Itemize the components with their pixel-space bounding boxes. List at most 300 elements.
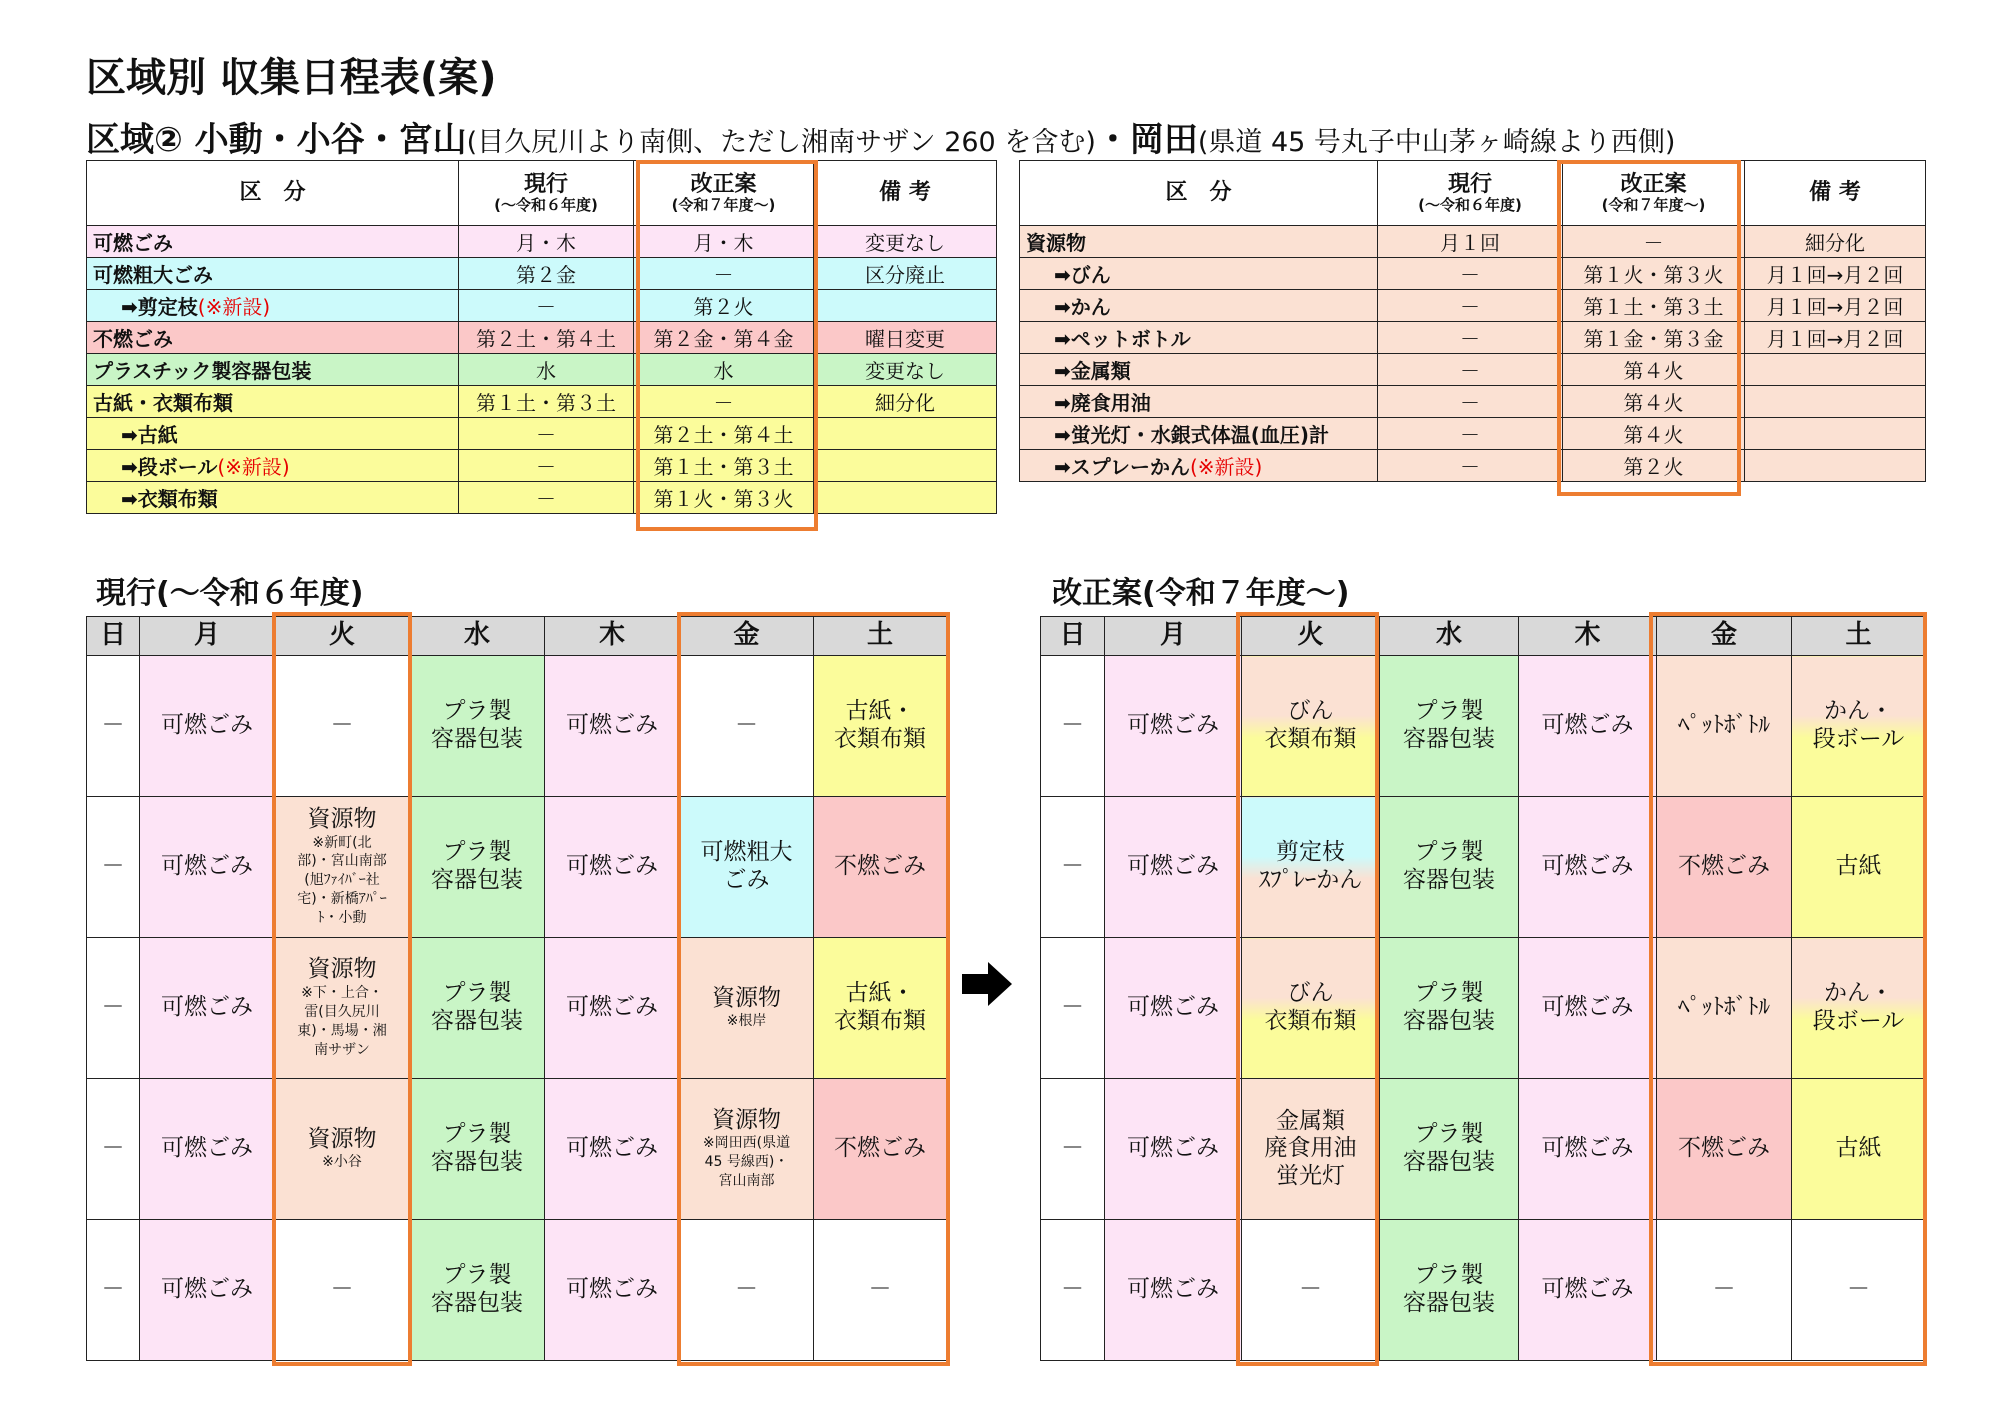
calendar-item: 可燃ごみ: [1127, 1276, 1219, 1303]
remarks: [814, 418, 997, 450]
calendar-item: －: [1061, 712, 1084, 739]
current-schedule: －: [1378, 418, 1563, 450]
calendar-cell: [1519, 1079, 1657, 1220]
calendar-item: 可燃ごみ: [1541, 994, 1634, 1021]
weekday-header: 木: [1519, 617, 1657, 656]
area-subtitle: [86, 112, 1675, 161]
category-row: [87, 354, 997, 386]
category-row: [87, 226, 997, 258]
category-name: ➡金属類: [1054, 359, 1131, 383]
category-name-cell: [87, 290, 459, 322]
calendar-item: 可燃ごみ: [1127, 712, 1219, 739]
calendar-item: 可燃ごみ: [566, 853, 658, 880]
calendar-cell: [680, 1220, 814, 1361]
category-name-cell: [1020, 386, 1378, 418]
calendar-item: 可燃ごみ: [1541, 1135, 1634, 1162]
calendar-cell: [1657, 1079, 1792, 1220]
calendar-cell: [1105, 1220, 1242, 1361]
calendar-cell: [814, 656, 947, 797]
current-schedule: －: [459, 418, 634, 450]
calendar-item: かん・ 段ボール: [1812, 980, 1905, 1034]
current-schedule: 第１土・第３土: [459, 386, 634, 418]
calendar-item: 可燃粗大 ごみ: [700, 839, 793, 893]
calendar-cell: [545, 938, 680, 1079]
calendar-cell: [545, 1220, 680, 1361]
proposed-schedule: 水: [634, 354, 814, 386]
weekday-header: 日: [1041, 617, 1105, 656]
header-kubun: 区 分: [87, 161, 459, 226]
calendar-cell: [1105, 1079, 1242, 1220]
calendar-item: 可燃ごみ: [566, 994, 658, 1021]
category-header-row: [1020, 161, 1926, 226]
calendar-item: －: [330, 712, 354, 739]
category-name-cell: [87, 386, 459, 418]
category-name-cell: [87, 418, 459, 450]
calendar-cell: [1792, 656, 1926, 797]
calendar-item: －: [1061, 994, 1084, 1021]
calendar-cell: [1242, 1079, 1380, 1220]
calendar-item: 金属類 廃食用油 蛍光灯: [1264, 1107, 1357, 1189]
category-name: ➡びん: [1054, 263, 1111, 287]
calendar-item: プラ製 容器包装: [431, 980, 523, 1034]
category-row: [87, 482, 997, 514]
category-name: ➡剪定枝: [121, 295, 198, 319]
proposed-schedule: －: [634, 386, 814, 418]
calendar-cell: [275, 1079, 410, 1220]
category-name-cell: [87, 322, 459, 354]
weekday-header: 水: [410, 617, 545, 656]
weekday-header-row: [87, 617, 947, 656]
category-row: [87, 322, 997, 354]
category-name: ➡かん: [1054, 295, 1111, 319]
category-name: ➡廃食用油: [1054, 391, 1151, 415]
category-name-cell: [87, 258, 459, 290]
weekday-header: 木: [545, 617, 680, 656]
calendar-cell: [410, 1079, 545, 1220]
category-name: ➡段ボール: [121, 455, 218, 479]
category-name-cell: [87, 482, 459, 514]
calendar-cell: [545, 656, 680, 797]
calendar-cell: [1041, 1079, 1105, 1220]
calendar-item: ﾍﾟｯﾄﾎﾞﾄﾙ: [1678, 994, 1770, 1021]
proposed-schedule: 第１火・第３火: [1563, 258, 1745, 290]
calendar-note: ※岡田西(県道 45 号線西)・ 宮山南部: [702, 1135, 791, 1190]
calendar-cell: [545, 797, 680, 938]
calendar-cell: [140, 938, 275, 1079]
category-table-left: [86, 160, 997, 514]
new-category-tag: (※新設): [1189, 455, 1263, 479]
week-row: [87, 938, 947, 1079]
current-calendar-label: 現行(～令和６年度): [96, 576, 364, 611]
weekday-header: 水: [1380, 617, 1519, 656]
current-schedule: －: [1378, 354, 1563, 386]
header-proposed: [634, 161, 814, 226]
calendar-cell: [140, 797, 275, 938]
proposed-schedule: 月・木: [634, 226, 814, 258]
calendar-item: 可燃ごみ: [1127, 994, 1219, 1021]
remarks: 変更なし: [814, 354, 997, 386]
remarks: 月１回→月２回: [1745, 322, 1926, 354]
calendar-item: －: [1712, 1276, 1736, 1303]
calendar-cell: [1519, 797, 1657, 938]
calendar-cell: [1792, 1079, 1926, 1220]
calendar-cell: [87, 656, 140, 797]
category-name-cell: [1020, 450, 1378, 482]
calendar-cell: [680, 938, 814, 1079]
calendar-cell: [87, 1079, 140, 1220]
header-current-label: 現行: [523, 171, 568, 197]
calendar-cell: [1519, 1220, 1657, 1361]
proposed-calendar: [1040, 616, 1926, 1361]
calendar-item: 可燃ごみ: [161, 1276, 253, 1303]
calendar-item: プラ製 容器包装: [1403, 1262, 1495, 1316]
calendar-item: 剪定枝 ｽﾌﾟﾚｰかん: [1258, 839, 1363, 893]
calendar-cell: [1380, 1079, 1519, 1220]
calendar-cell: [410, 797, 545, 938]
category-row: [87, 418, 997, 450]
calendar-item: 古紙: [1835, 853, 1882, 880]
category-name-cell: [1020, 258, 1378, 290]
calendar-item: ﾍﾟｯﾄﾎﾞﾄﾙ: [1678, 712, 1770, 739]
calendar-note: ※小谷: [322, 1154, 362, 1171]
category-name-cell: [1020, 354, 1378, 386]
calendar-cell: [1380, 656, 1519, 797]
category-row: [1020, 354, 1926, 386]
current-calendar: [86, 616, 947, 1361]
calendar-item: －: [101, 1135, 125, 1162]
category-name-cell: [87, 354, 459, 386]
proposed-schedule: 第２火: [634, 290, 814, 322]
calendar-item: プラ製 容器包装: [431, 839, 523, 893]
calendar-cell: [87, 938, 140, 1079]
remarks: [814, 290, 997, 322]
current-schedule: －: [459, 290, 634, 322]
current-schedule: 月・木: [459, 226, 634, 258]
calendar-cell: [275, 656, 410, 797]
category-name-cell: [1020, 418, 1378, 450]
calendar-cell: [1041, 938, 1105, 1079]
calendar-cell: [275, 1220, 410, 1361]
header-proposed: [1563, 161, 1745, 226]
category-name-cell: [1020, 226, 1378, 258]
proposed-schedule: 第４火: [1563, 418, 1745, 450]
calendar-cell: [1519, 938, 1657, 1079]
week-row: [1041, 1220, 1926, 1361]
calendar-item: びん 衣類布類: [1264, 980, 1357, 1034]
weekday-header-row: [1041, 617, 1926, 656]
calendar-item: 可燃ごみ: [1127, 853, 1219, 880]
calendar-item: －: [735, 712, 758, 739]
calendar-cell: [140, 1220, 275, 1361]
calendar-cell: [275, 797, 410, 938]
calendar-cell: [680, 656, 814, 797]
weekday-header: 月: [140, 617, 275, 656]
calendar-item: 資源物: [307, 1125, 377, 1152]
calendar-cell: [1657, 656, 1792, 797]
category-name-cell: [1020, 290, 1378, 322]
category-header-row: [87, 161, 997, 226]
calendar-item: 古紙: [1835, 1135, 1882, 1162]
calendar-cell: [1242, 656, 1380, 797]
calendar-item: －: [1061, 1276, 1084, 1303]
weekday-header: 土: [814, 617, 947, 656]
weekday-header: 火: [1242, 617, 1380, 656]
category-row: [87, 290, 997, 322]
weekday-header: 金: [680, 617, 814, 656]
category-row: [1020, 386, 1926, 418]
proposed-schedule: 第４火: [1563, 354, 1745, 386]
current-schedule: －: [1378, 290, 1563, 322]
calendar-cell: [680, 1079, 814, 1220]
remarks: 区分廃止: [814, 258, 997, 290]
calendar-item: 可燃ごみ: [1541, 1276, 1634, 1303]
calendar-item: －: [101, 1276, 125, 1303]
calendar-cell: [814, 1079, 947, 1220]
category-table-right: [1019, 160, 1926, 482]
calendar-item: プラ製 容器包装: [1403, 980, 1495, 1034]
category-row: [87, 386, 997, 418]
calendar-note: ※根岸: [726, 1013, 767, 1030]
remarks: 細分化: [814, 386, 997, 418]
calendar-item: プラ製 容器包装: [431, 1262, 523, 1316]
current-schedule: －: [459, 450, 634, 482]
header-proposed-label: 改正案: [1620, 171, 1687, 197]
week-row: [1041, 797, 1926, 938]
category-row: [1020, 418, 1926, 450]
page-title: 区域別 収集日程表(案): [86, 55, 497, 101]
calendar-cell: [1105, 656, 1242, 797]
calendar-item: びん 衣類布類: [1264, 698, 1357, 752]
calendar-item: 不燃ごみ: [834, 1135, 926, 1162]
calendar-cell: [1380, 1220, 1519, 1361]
calendar-cell: [1242, 1220, 1380, 1361]
remarks: 変更なし: [814, 226, 997, 258]
calendar-item: 資源物: [712, 1106, 781, 1133]
proposed-schedule: 第４火: [1563, 386, 1745, 418]
right-arrow-icon: [962, 962, 1012, 1006]
calendar-cell: [814, 938, 947, 1079]
calendar-item: 不燃ごみ: [1678, 1135, 1770, 1162]
current-schedule: 水: [459, 354, 634, 386]
area-name: 区域② 小動・小谷・宮山: [86, 120, 467, 160]
header-proposed-sub: (令和７年度～): [1601, 196, 1706, 215]
calendar-item: －: [1061, 853, 1084, 880]
calendar-cell: [275, 938, 410, 1079]
category-name: 可燃粗大ごみ: [93, 263, 213, 287]
calendar-item: －: [101, 994, 125, 1021]
proposed-schedule: 第１土・第３土: [634, 450, 814, 482]
category-name: ➡蛍光灯・水銀式体温(血圧)計: [1054, 423, 1330, 447]
category-name: 不燃ごみ: [93, 327, 173, 351]
calendar-item: 可燃ごみ: [566, 1276, 658, 1303]
calendar-item: プラ製 容器包装: [431, 698, 523, 752]
proposed-schedule: －: [634, 258, 814, 290]
area-name-2: ・岡田: [1095, 120, 1198, 160]
category-name: 資源物: [1026, 231, 1086, 255]
calendar-cell: [1380, 938, 1519, 1079]
category-name: ➡衣類布類: [121, 487, 218, 511]
category-name: ➡スプレーかん: [1054, 455, 1190, 479]
calendar-cell: [1657, 797, 1792, 938]
calendar-item: プラ製 容器包装: [1403, 1121, 1495, 1175]
new-category-tag: (※新設): [197, 295, 271, 319]
category-name-cell: [87, 226, 459, 258]
remarks: [1745, 354, 1926, 386]
calendar-cell: [1105, 797, 1242, 938]
calendar-cell: [1792, 938, 1926, 1079]
calendar-item: 可燃ごみ: [566, 1135, 658, 1162]
calendar-item: 資源物: [307, 956, 377, 983]
category-name-cell: [1020, 322, 1378, 354]
calendar-note: ※下・上合・ 雷(目久尻川 東)・馬場・湘 南サザン: [297, 985, 387, 1058]
calendar-item: 可燃ごみ: [161, 1135, 253, 1162]
current-schedule: －: [1378, 258, 1563, 290]
calendar-cell: [1041, 797, 1105, 938]
calendar-cell: [680, 797, 814, 938]
calendar-item: 不燃ごみ: [1678, 853, 1770, 880]
calendar-item: 不燃ごみ: [834, 853, 926, 880]
calendar-cell: [1519, 656, 1657, 797]
area-note-2: (県道 45 号丸子中山茅ヶ崎線より西側): [1197, 127, 1676, 158]
new-category-tag: (※新設): [217, 455, 290, 479]
header-current: [1378, 161, 1563, 226]
calendar-item: －: [330, 1276, 354, 1303]
current-schedule: 第２金: [459, 258, 634, 290]
category-name: 可燃ごみ: [93, 231, 173, 255]
calendar-item: －: [101, 712, 125, 739]
calendar-cell: [1380, 797, 1519, 938]
category-row: [87, 450, 997, 482]
calendar-item: －: [735, 1276, 758, 1303]
category-row: [1020, 258, 1926, 290]
category-name-cell: [87, 450, 459, 482]
calendar-item: －: [101, 853, 125, 880]
remarks: 曜日変更: [814, 322, 997, 354]
calendar-item: －: [1847, 1276, 1870, 1303]
remarks: 月１回→月２回: [1745, 258, 1926, 290]
remarks: 細分化: [1745, 226, 1926, 258]
weekday-header: 金: [1657, 617, 1792, 656]
week-row: [1041, 1079, 1926, 1220]
current-schedule: －: [1378, 450, 1563, 482]
calendar-item: プラ製 容器包装: [1403, 698, 1495, 752]
calendar-cell: [1657, 1220, 1792, 1361]
remarks: [814, 482, 997, 514]
week-row: [87, 1079, 947, 1220]
calendar-cell: [87, 797, 140, 938]
calendar-cell: [140, 656, 275, 797]
proposed-schedule: －: [1563, 226, 1745, 258]
header-current: [459, 161, 634, 226]
calendar-cell: [1041, 1220, 1105, 1361]
calendar-cell: [1041, 656, 1105, 797]
calendar-cell: [545, 1079, 680, 1220]
calendar-cell: [140, 1079, 275, 1220]
calendar-item: 古紙・ 衣類布類: [834, 980, 926, 1034]
header-remarks: 備 考: [814, 161, 997, 226]
current-schedule: 第２土・第４土: [459, 322, 634, 354]
calendar-cell: [1242, 938, 1380, 1079]
calendar-item: 可燃ごみ: [1541, 853, 1634, 880]
category-name: ➡古紙: [121, 423, 178, 447]
calendar-cell: [814, 797, 947, 938]
calendar-item: 資源物: [307, 805, 377, 832]
current-schedule: －: [1378, 386, 1563, 418]
proposed-schedule: 第１金・第３金: [1563, 322, 1745, 354]
week-row: [87, 1220, 947, 1361]
calendar-item: 可燃ごみ: [1127, 1135, 1219, 1162]
category-row: [1020, 226, 1926, 258]
calendar-cell: [1792, 797, 1926, 938]
calendar-cell: [410, 1220, 545, 1361]
area-note-1: (目久尻川より南側、ただし湘南サザン 260 を含む): [466, 127, 1096, 158]
current-schedule: －: [1378, 322, 1563, 354]
calendar-cell: [87, 1220, 140, 1361]
header-current-label: 現行: [1447, 171, 1492, 197]
category-name: ➡ペットボトル: [1054, 327, 1191, 351]
calendar-cell: [814, 1220, 947, 1361]
calendar-item: －: [868, 1276, 892, 1303]
week-row: [1041, 938, 1926, 1079]
calendar-item: 古紙・ 衣類布類: [834, 698, 926, 752]
category-row: [1020, 290, 1926, 322]
category-name: 古紙・衣類布類: [93, 391, 233, 415]
header-remarks: 備 考: [1745, 161, 1926, 226]
header-kubun: 区 分: [1020, 161, 1378, 226]
calendar-cell: [1792, 1220, 1926, 1361]
remarks: 月１回→月２回: [1745, 290, 1926, 322]
category-row: [1020, 322, 1926, 354]
calendar-cell: [1657, 938, 1792, 1079]
proposed-schedule: 第１土・第３土: [1563, 290, 1745, 322]
remarks: [1745, 386, 1926, 418]
calendar-cell: [410, 938, 545, 1079]
calendar-item: 可燃ごみ: [161, 712, 253, 739]
week-row: [1041, 656, 1926, 797]
proposed-calendar-label: 改正案(令和７年度～): [1052, 576, 1350, 611]
calendar-item: かん・ 段ボール: [1812, 698, 1905, 752]
current-schedule: 月１回: [1378, 226, 1563, 258]
week-row: [87, 797, 947, 938]
calendar-item: 可燃ごみ: [566, 712, 658, 739]
header-current-sub: (～令和６年度): [494, 196, 598, 215]
calendar-cell: [410, 656, 545, 797]
calendar-item: －: [1061, 1135, 1084, 1162]
weekday-header: 日: [87, 617, 140, 656]
category-row: [87, 258, 997, 290]
calendar-item: プラ製 容器包装: [1403, 839, 1495, 893]
calendar-item: －: [1299, 1276, 1322, 1303]
weekday-header: 火: [275, 617, 410, 656]
calendar-cell: [1242, 797, 1380, 938]
category-name: プラスチック製容器包装: [93, 359, 312, 383]
header-proposed-label: 改正案: [690, 171, 757, 197]
remarks: [1745, 418, 1926, 450]
proposed-schedule: 第２土・第４土: [634, 418, 814, 450]
calendar-item: 可燃ごみ: [161, 994, 253, 1021]
calendar-item: 可燃ごみ: [161, 853, 253, 880]
weekday-header: 土: [1792, 617, 1926, 656]
header-proposed-sub: (令和７年度～): [671, 196, 776, 215]
calendar-item: プラ製 容器包装: [431, 1121, 523, 1175]
proposed-schedule: 第１火・第３火: [634, 482, 814, 514]
calendar-item: 可燃ごみ: [1541, 712, 1634, 739]
week-row: [87, 656, 947, 797]
proposed-schedule: 第２金・第４金: [634, 322, 814, 354]
header-current-sub: (～令和６年度): [1418, 196, 1522, 215]
calendar-note: ※新町(北 部)・宮山南部 (旭ﾌｧｲﾊﾞｰ社 宅)・新橋ｱﾊﾟｰ ﾄ・小動: [297, 834, 387, 927]
category-row: [1020, 450, 1926, 482]
